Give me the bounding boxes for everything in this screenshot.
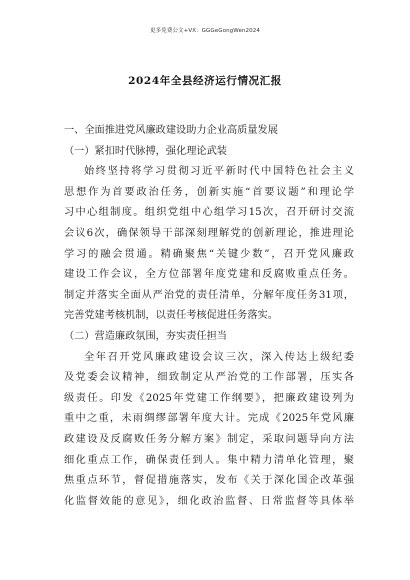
document-body: [64, 121, 354, 512]
paragraph-line: 会议6次，确保领导干部深刻理解党的创新理论，推进理论: [64, 227, 354, 239]
paragraph-line: 政建设及反腐败任务分解方案》制定，采取问题导向方法: [64, 433, 354, 445]
paragraph-line: 思想作为首要政治任务，创新实施“首要议题”和理论学: [64, 186, 354, 198]
paragraph-line: 及党委会议精神，细致制定从严治党的工作部署，压实各: [64, 372, 354, 384]
paragraph-line: 重中之重，未雨绸缪部署年度大计。完成《2025年党风廉: [64, 413, 354, 425]
document-title: 2024年全县经济运行情况汇报: [128, 75, 282, 87]
paragraph-line: 始终坚持将学习贯彻习近平新时代中国特色社会主义: [84, 166, 354, 178]
header-note: 更多免费公文+VX：GGGeGongWen2024: [150, 28, 260, 34]
paragraph-line: 化监督效能的意见》，细化政治监督、日常监督等具体举: [64, 495, 354, 507]
subsection-heading: （二）营造廉政氛围，夯实责任担当: [64, 330, 227, 342]
paragraph-line: 细化重点工作，确保责任到人。集中精力清单化管理，聚: [64, 454, 354, 466]
paragraph-line: 建设工作会议，全方位部署年度党建和反腐败重点任务。: [64, 269, 354, 281]
paragraph-line: 学习的融会贯通。精确聚焦“关键少数”，召开党风廉政: [64, 248, 354, 260]
subsection-heading: （一）紧扣时代脉搏，强化理论武装: [64, 145, 227, 157]
paragraph-line: 全年召开党风廉政建设会议三次，深入传达上级纪委: [84, 351, 354, 363]
paragraph-line: 习中心组制度。组织党组中心组学习15次，召开研讨交流: [64, 207, 354, 219]
paragraph-line: 完善党建考核机制，以责任考核促进任务落实。: [64, 310, 278, 322]
section-heading: 一、全面推进党风廉政建设助力企业高质量发展: [64, 125, 278, 136]
paragraph-line: 级责任。印发《2025年党建工作纲要》，把廉政建设列为: [64, 392, 354, 404]
paragraph-line: 焦重点环节，督促措施落实，发布《关于深化国企改革强: [64, 475, 354, 487]
paragraph-line: 制定并落实全面从严治党的责任清单，分解年度任务31项，: [64, 289, 354, 301]
